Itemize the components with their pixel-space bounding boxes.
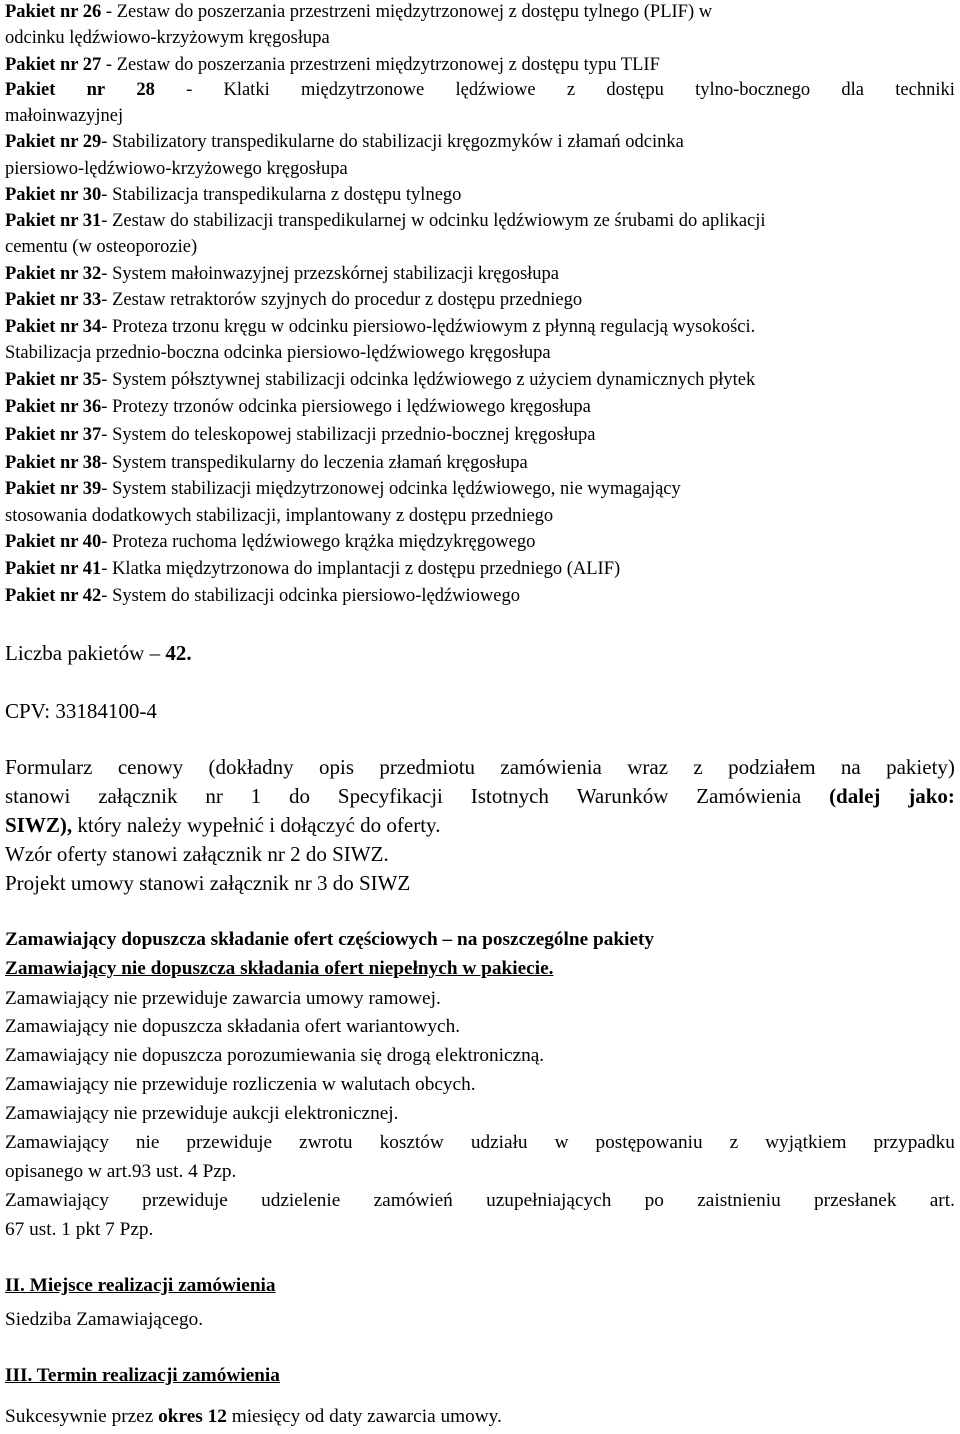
package-line [5, 238, 197, 257]
text-run: podziałem [728, 755, 816, 779]
package-line [5, 160, 348, 179]
text-run: opisanego w art.93 ust. 4 Pzp. [5, 1161, 237, 1182]
text-run: - Protezy trzonów odcinka piersiowego i lędźwiowego kręgosłupa [101, 397, 591, 417]
text-run: - Stabilizacja transpedikularna z dostępu tylnego [101, 185, 462, 205]
text-run: 42. [165, 641, 192, 665]
package-line [5, 318, 755, 337]
text-run: Zamawiający nie dopuszcza składania ofert wariantowych. [5, 1016, 461, 1037]
section-heading [5, 1276, 276, 1295]
form-info-line [5, 757, 955, 778]
text-run: - Stabilizatory transpedikularne do stabilizacji kręgozmyków i złamań odcinka [101, 132, 684, 152]
text-run: postępowaniu [595, 1132, 703, 1153]
text-run: Formularz [5, 755, 93, 779]
text-run: przesłanek [814, 1190, 897, 1211]
text-run: Wzór oferty stanowi załącznik nr 2 do SIWZ. [5, 842, 389, 866]
package-line [5, 265, 559, 284]
package-line [5, 480, 681, 499]
text-run: nr [205, 784, 223, 808]
package-line [5, 371, 755, 390]
text-run: Zamawiający dopuszcza składanie ofert częściowych – na poszczególne pakiety [5, 929, 655, 950]
text-run: - System transpedikularny do leczenia złamań kręgosłupa [101, 453, 528, 473]
condition-line [5, 1017, 460, 1036]
text-run: stosowania dodatkowych stabilizacji, implantowany z dostępu przedniego [5, 506, 554, 526]
text-run: przewiduje [142, 1190, 228, 1211]
text-run: Pakiet nr 39 [5, 479, 102, 499]
text-run: - Zestaw do stabilizacji transpedikularnej w odcinku lędźwiowym ze śrubami do aplikacji [101, 211, 766, 231]
text-run: Pakiet nr 38 [5, 453, 102, 473]
text-run: SIWZ), [5, 813, 73, 837]
text-run: Pakiet nr 27 [5, 55, 102, 75]
text-run: Sukcesywnie przez [5, 1406, 159, 1427]
text-run: Stabilizacja przednio-boczna odcinka piersiowo-lędźwiowego kręgosłupa [5, 343, 551, 363]
text-run: dostępu [606, 80, 664, 100]
text-run: Klatki [223, 80, 270, 100]
text-run: międzytrzonowe [300, 80, 425, 100]
package-line [5, 186, 461, 205]
text-run: - Klatka międzytrzonowa do implantacji z dostępu przedniego (ALIF) [101, 559, 621, 579]
form-info-line [5, 844, 389, 865]
text-run: miesięcy od daty zawarcia umowy. [226, 1406, 502, 1427]
text-run: 1 [250, 784, 262, 808]
text-run: po [644, 1190, 664, 1211]
text-run: w [554, 1132, 569, 1153]
text-run: cenowy [117, 755, 184, 779]
text-run: Pakiet [5, 80, 56, 100]
text-run: art. [929, 1190, 955, 1211]
text-run: Zamawiający nie dopuszcza składania ofert niepełnych w pakiecie. [5, 958, 554, 979]
text-run: pakiety) [886, 755, 955, 779]
text-run: - Proteza trzonu kręgu w odcinku piersiowo-lędźwiowym z płynną regulacją wysokości. [101, 317, 756, 337]
text-run: piersiowo-lędźwiowo-krzyżowego kręgosłupa [5, 159, 348, 179]
text-run: okres 12 [158, 1406, 227, 1427]
text-run: nr [86, 80, 106, 100]
text-run: zamówień [373, 1190, 453, 1211]
text-run: techniki [895, 80, 955, 100]
text-run: wyjątkiem [765, 1132, 847, 1153]
condition-line [5, 1075, 476, 1094]
section-heading [5, 1366, 280, 1385]
form-info-line [5, 815, 440, 836]
text-run: Pakiet nr 41 [5, 559, 102, 579]
text-run: z [693, 755, 703, 779]
text-run: z [729, 1132, 739, 1153]
package-line [5, 398, 591, 417]
text-run: - Zestaw do poszerzania przestrzeni międzytrzonowej z dostępu tylnego (PLIF) w [101, 2, 713, 22]
condition-line [5, 1162, 236, 1181]
package-count [5, 643, 192, 664]
text-run: - Zestaw retraktorów szyjnych do procedur z dostępu przedniego [101, 290, 583, 310]
text-run: Pakiet nr 29 [5, 132, 102, 152]
text-run: małoinwazyjnej [5, 106, 124, 126]
package-line [5, 587, 520, 606]
text-run: Pakiet nr 32 [5, 264, 102, 284]
text-run: do [289, 784, 311, 808]
package-line [5, 133, 684, 152]
text-run: stanowi [5, 784, 71, 808]
text-run: Pakiet nr 42 [5, 586, 102, 606]
text-run: - System do teleskopowej stabilizacji przednio-bocznej kręgosłupa [101, 425, 596, 445]
text-run: Liczba pakietów – [5, 641, 166, 665]
condition-line [5, 1104, 398, 1123]
text-run: Zamawiający [5, 1190, 109, 1211]
text-run: 67 ust. 1 pkt 7 Pzp. [5, 1219, 154, 1240]
text-run: CPV: 33184100-4 [5, 699, 157, 723]
text-run: Zamawiający nie przewiduje aukcji elektronicznej. [5, 1103, 399, 1124]
text-run: odcinku lędźwiowo-krzyżowym kręgosłupa [5, 28, 330, 48]
condition-line [5, 1133, 955, 1152]
package-line [5, 507, 553, 526]
package-line [5, 344, 551, 363]
package-line [5, 81, 955, 100]
text-run: zwrotu [299, 1132, 353, 1153]
package-line [5, 56, 660, 75]
package-line [5, 212, 766, 231]
package-line [5, 29, 330, 48]
text-run: wraz [627, 755, 669, 779]
text-run: Pakiet nr 36 [5, 397, 102, 417]
text-run: Zamawiający nie przewiduje zawarcia umowy ramowej. [5, 988, 441, 1009]
text-run: Zamawiający nie przewiduje rozliczenia w walutach obcych. [5, 1074, 476, 1095]
condition-line [5, 1191, 955, 1210]
text-run: jako: [908, 784, 955, 808]
text-run: Pakiet nr 34 [5, 317, 102, 337]
condition-line [5, 930, 654, 949]
text-run: Siedziba Zamawiającego. [5, 1309, 204, 1330]
text-run: Pakiet nr 35 [5, 370, 102, 390]
text-run: kosztów [379, 1132, 444, 1153]
section-text [5, 1407, 502, 1426]
package-line [5, 291, 582, 310]
text-run: tylno-bocznego [695, 80, 811, 100]
text-run: - System do stabilizacji odcinka piersiowo-lędźwiowego [101, 586, 520, 606]
text-run: - System półsztywnej stabilizacji odcinka lędźwiowego z użyciem dynamicznych płytek [101, 370, 756, 390]
package-line [5, 3, 712, 22]
text-run: III. Termin realizacji zamówienia [5, 1365, 280, 1386]
text-run: który należy wypełnić i dołączyć do oferty. [72, 813, 441, 837]
text-run: opis [319, 755, 355, 779]
condition-line [5, 1220, 153, 1239]
cpv-code [5, 701, 157, 722]
text-run: przypadku [873, 1132, 955, 1153]
section-text [5, 1310, 203, 1329]
text-run: udzielenie [261, 1190, 341, 1211]
package-line [5, 533, 535, 552]
text-run: (dalej [829, 784, 881, 808]
text-run: Pakiet nr 31 [5, 211, 102, 231]
text-run: - Zestaw do poszerzania przestrzeni międzytrzonowej z dostępu typu TLIF [101, 55, 660, 75]
text-run: Warunków [576, 784, 669, 808]
text-run: dla [841, 80, 865, 100]
text-run: Pakiet nr 26 [5, 2, 102, 22]
text-run: (dokładny [208, 755, 294, 779]
text-run: - [186, 80, 193, 100]
text-run: Pakiet nr 40 [5, 532, 102, 552]
text-run: Pakiet nr 30 [5, 185, 102, 205]
text-run: Pakiet nr 33 [5, 290, 102, 310]
package-line [5, 426, 596, 445]
text-run: załącznik [98, 784, 178, 808]
text-run: - Proteza ruchoma lędźwiowego krążka międzykręgowego [101, 532, 536, 552]
text-run: zamówienia [500, 755, 602, 779]
package-line [5, 454, 528, 473]
text-run: Specyfikacji [337, 784, 443, 808]
text-run: Zamawiający [5, 1132, 109, 1153]
condition-line [5, 959, 553, 978]
text-run: przedmiotu [379, 755, 476, 779]
text-run: Projekt umowy stanowi załącznik nr 3 do SIWZ [5, 871, 411, 895]
text-run: Zamawiający nie dopuszcza porozumiewania się drogą elektroniczną. [5, 1045, 545, 1066]
text-run: cementu (w osteoporozie) [5, 237, 198, 257]
text-run: Pakiet nr 37 [5, 425, 102, 445]
text-run: II. Miejsce realizacji zamówienia [5, 1275, 276, 1296]
text-run: - System stabilizacji międzytrzonowej odcinka lędźwiowego, nie wymagający [101, 479, 681, 499]
package-line [5, 107, 123, 126]
text-run: Istotnych [470, 784, 549, 808]
text-run: zaistnieniu [697, 1190, 781, 1211]
form-info-line [5, 786, 955, 807]
condition-line [5, 1046, 544, 1065]
text-run: na [840, 755, 861, 779]
text-run: uzupełniających [486, 1190, 612, 1211]
text-run: udziału [470, 1132, 528, 1153]
text-run: z [566, 80, 576, 100]
condition-line [5, 989, 441, 1008]
package-line [5, 560, 620, 579]
text-run: Zamówienia [696, 784, 802, 808]
form-info-line [5, 873, 410, 894]
text-run: 28 [136, 80, 155, 100]
text-run: lędźwiowe [455, 80, 536, 100]
text-run: - System małoinwazyjnej przezskórnej stabilizacji kręgosłupa [101, 264, 560, 284]
text-run: przewiduje [186, 1132, 273, 1153]
text-run: nie [135, 1132, 160, 1153]
